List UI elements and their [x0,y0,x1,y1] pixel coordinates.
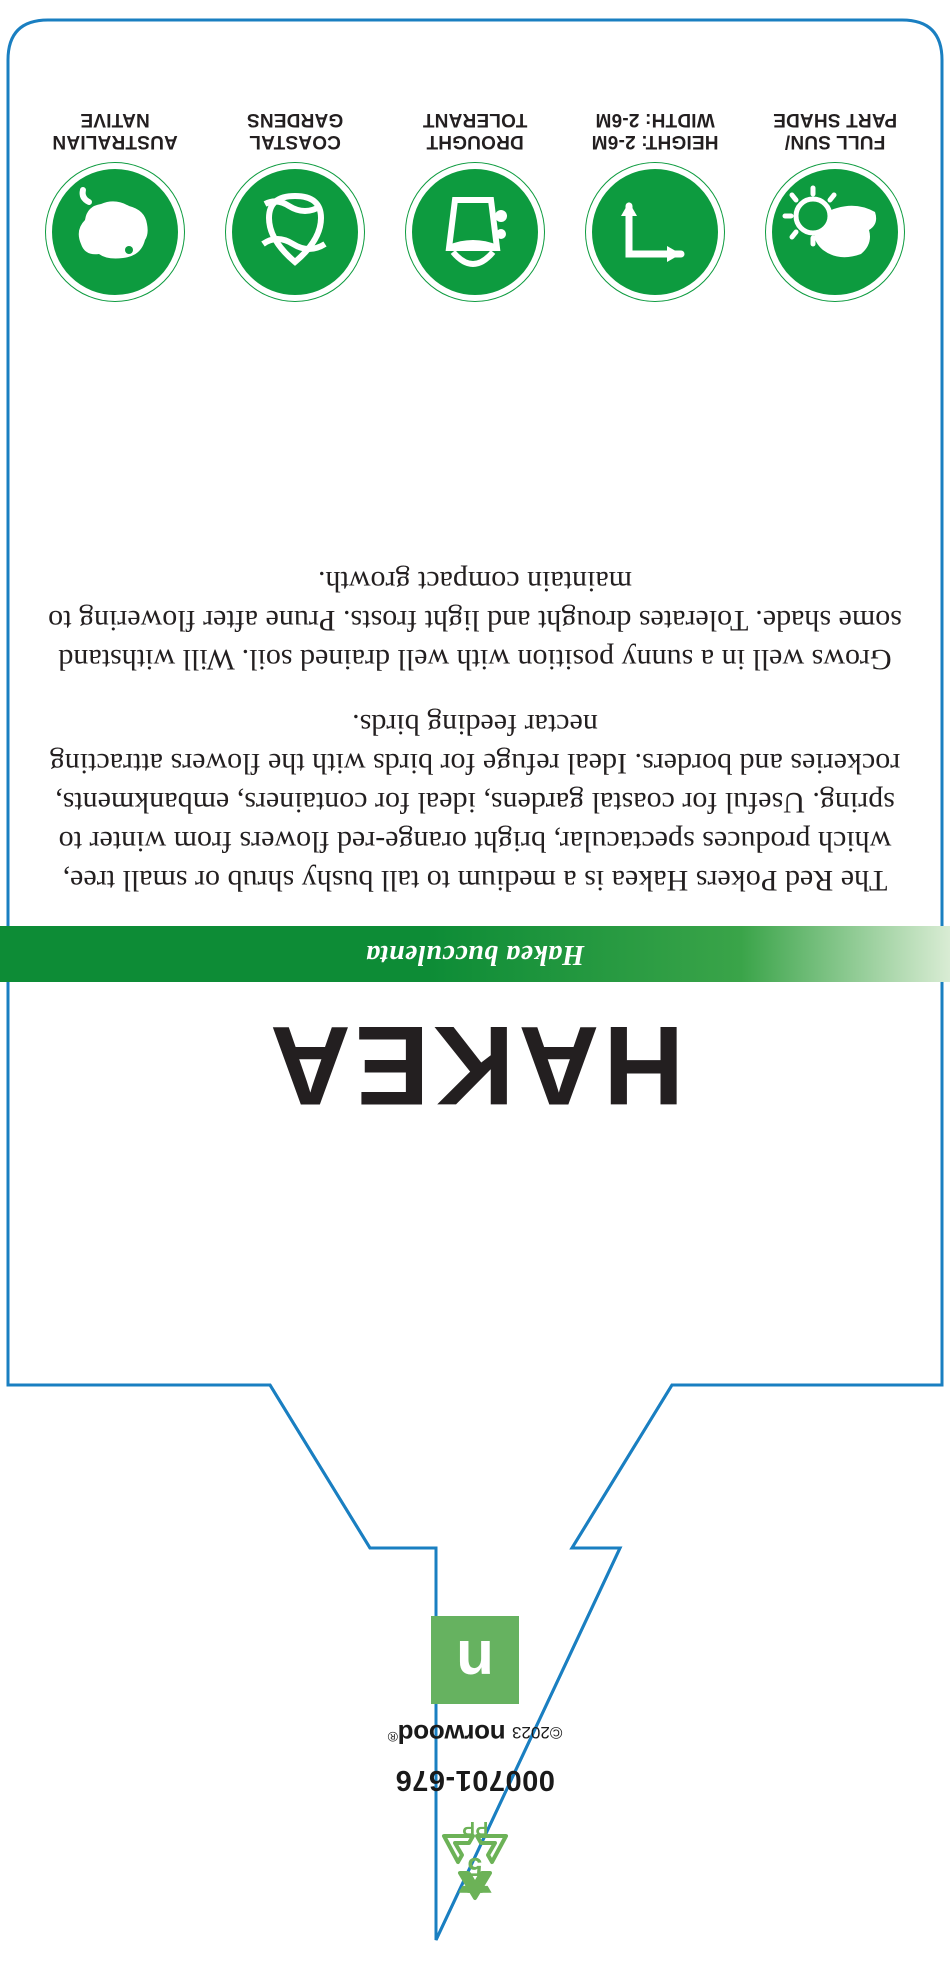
copyright-row [0,1718,950,1749]
copyright-symbol: © [549,1723,563,1742]
recycle-number: 5 [467,1852,483,1882]
feature-icon-drought-tolerant [395,108,555,302]
icon-caption: FULL SUN/ PART SHADE [772,109,898,152]
icon-caption: HEIGHT: 2-6M WIDTH: 2-6M [591,109,719,152]
feature-icon-full-sun-part-shade [755,108,915,302]
page-title: HAKEA [265,1003,685,1128]
description-paragraph: The Red Pokers Hakea is a medium to tall bushy shrub or small tree, which produces spectacular, bright orange-red flowers from winter to spring. Useful for coastal gardens, ideal for containers, embankments, rockeries and borders. Ideal refuge for birds with the flowers attracting nectar feeding birds. [49,707,901,897]
australia-map-icon [45,162,185,302]
copyright-year: 2023 [512,1723,550,1742]
part-number: 000701-676 [395,1764,555,1796]
label-main [0,562,950,1128]
registered-symbol: ® [387,1729,398,1745]
logo-norwood [431,1616,519,1704]
botanical-name-bar [0,926,950,982]
recycling-symbol [430,1814,520,1902]
footer-block [0,1600,950,1902]
icon-caption: COASTAL GARDENS [246,109,344,152]
feature-icon-dimensions [575,108,735,302]
botanical-name: Hakea bucculenta [365,938,585,970]
sun-part-shade-icon [765,162,905,302]
coastal-wave-icon [225,162,365,302]
feature-icon-coastal-gardens [215,108,375,302]
description-block [0,562,950,926]
icon-caption: DROUGHT TOLERANT [422,109,528,152]
feature-icon-australian-native [35,108,195,302]
brand-name: norwood [397,1719,506,1749]
feature-icon-row [0,108,950,302]
recycle-material-label: PP [461,1817,489,1838]
icon-caption: AUSTRALIAN NATIVE [52,109,178,152]
drought-bucket-icon [405,162,545,302]
logo-glyph: n [456,1627,494,1696]
dimensions-arrows-icon [585,162,725,302]
description-paragraph: Grows well in a sunny position with well drained soil. Will withstand some shade. Tolerates drought and light frosts. Prune after flowering to maintain compact growth. [48,564,902,676]
